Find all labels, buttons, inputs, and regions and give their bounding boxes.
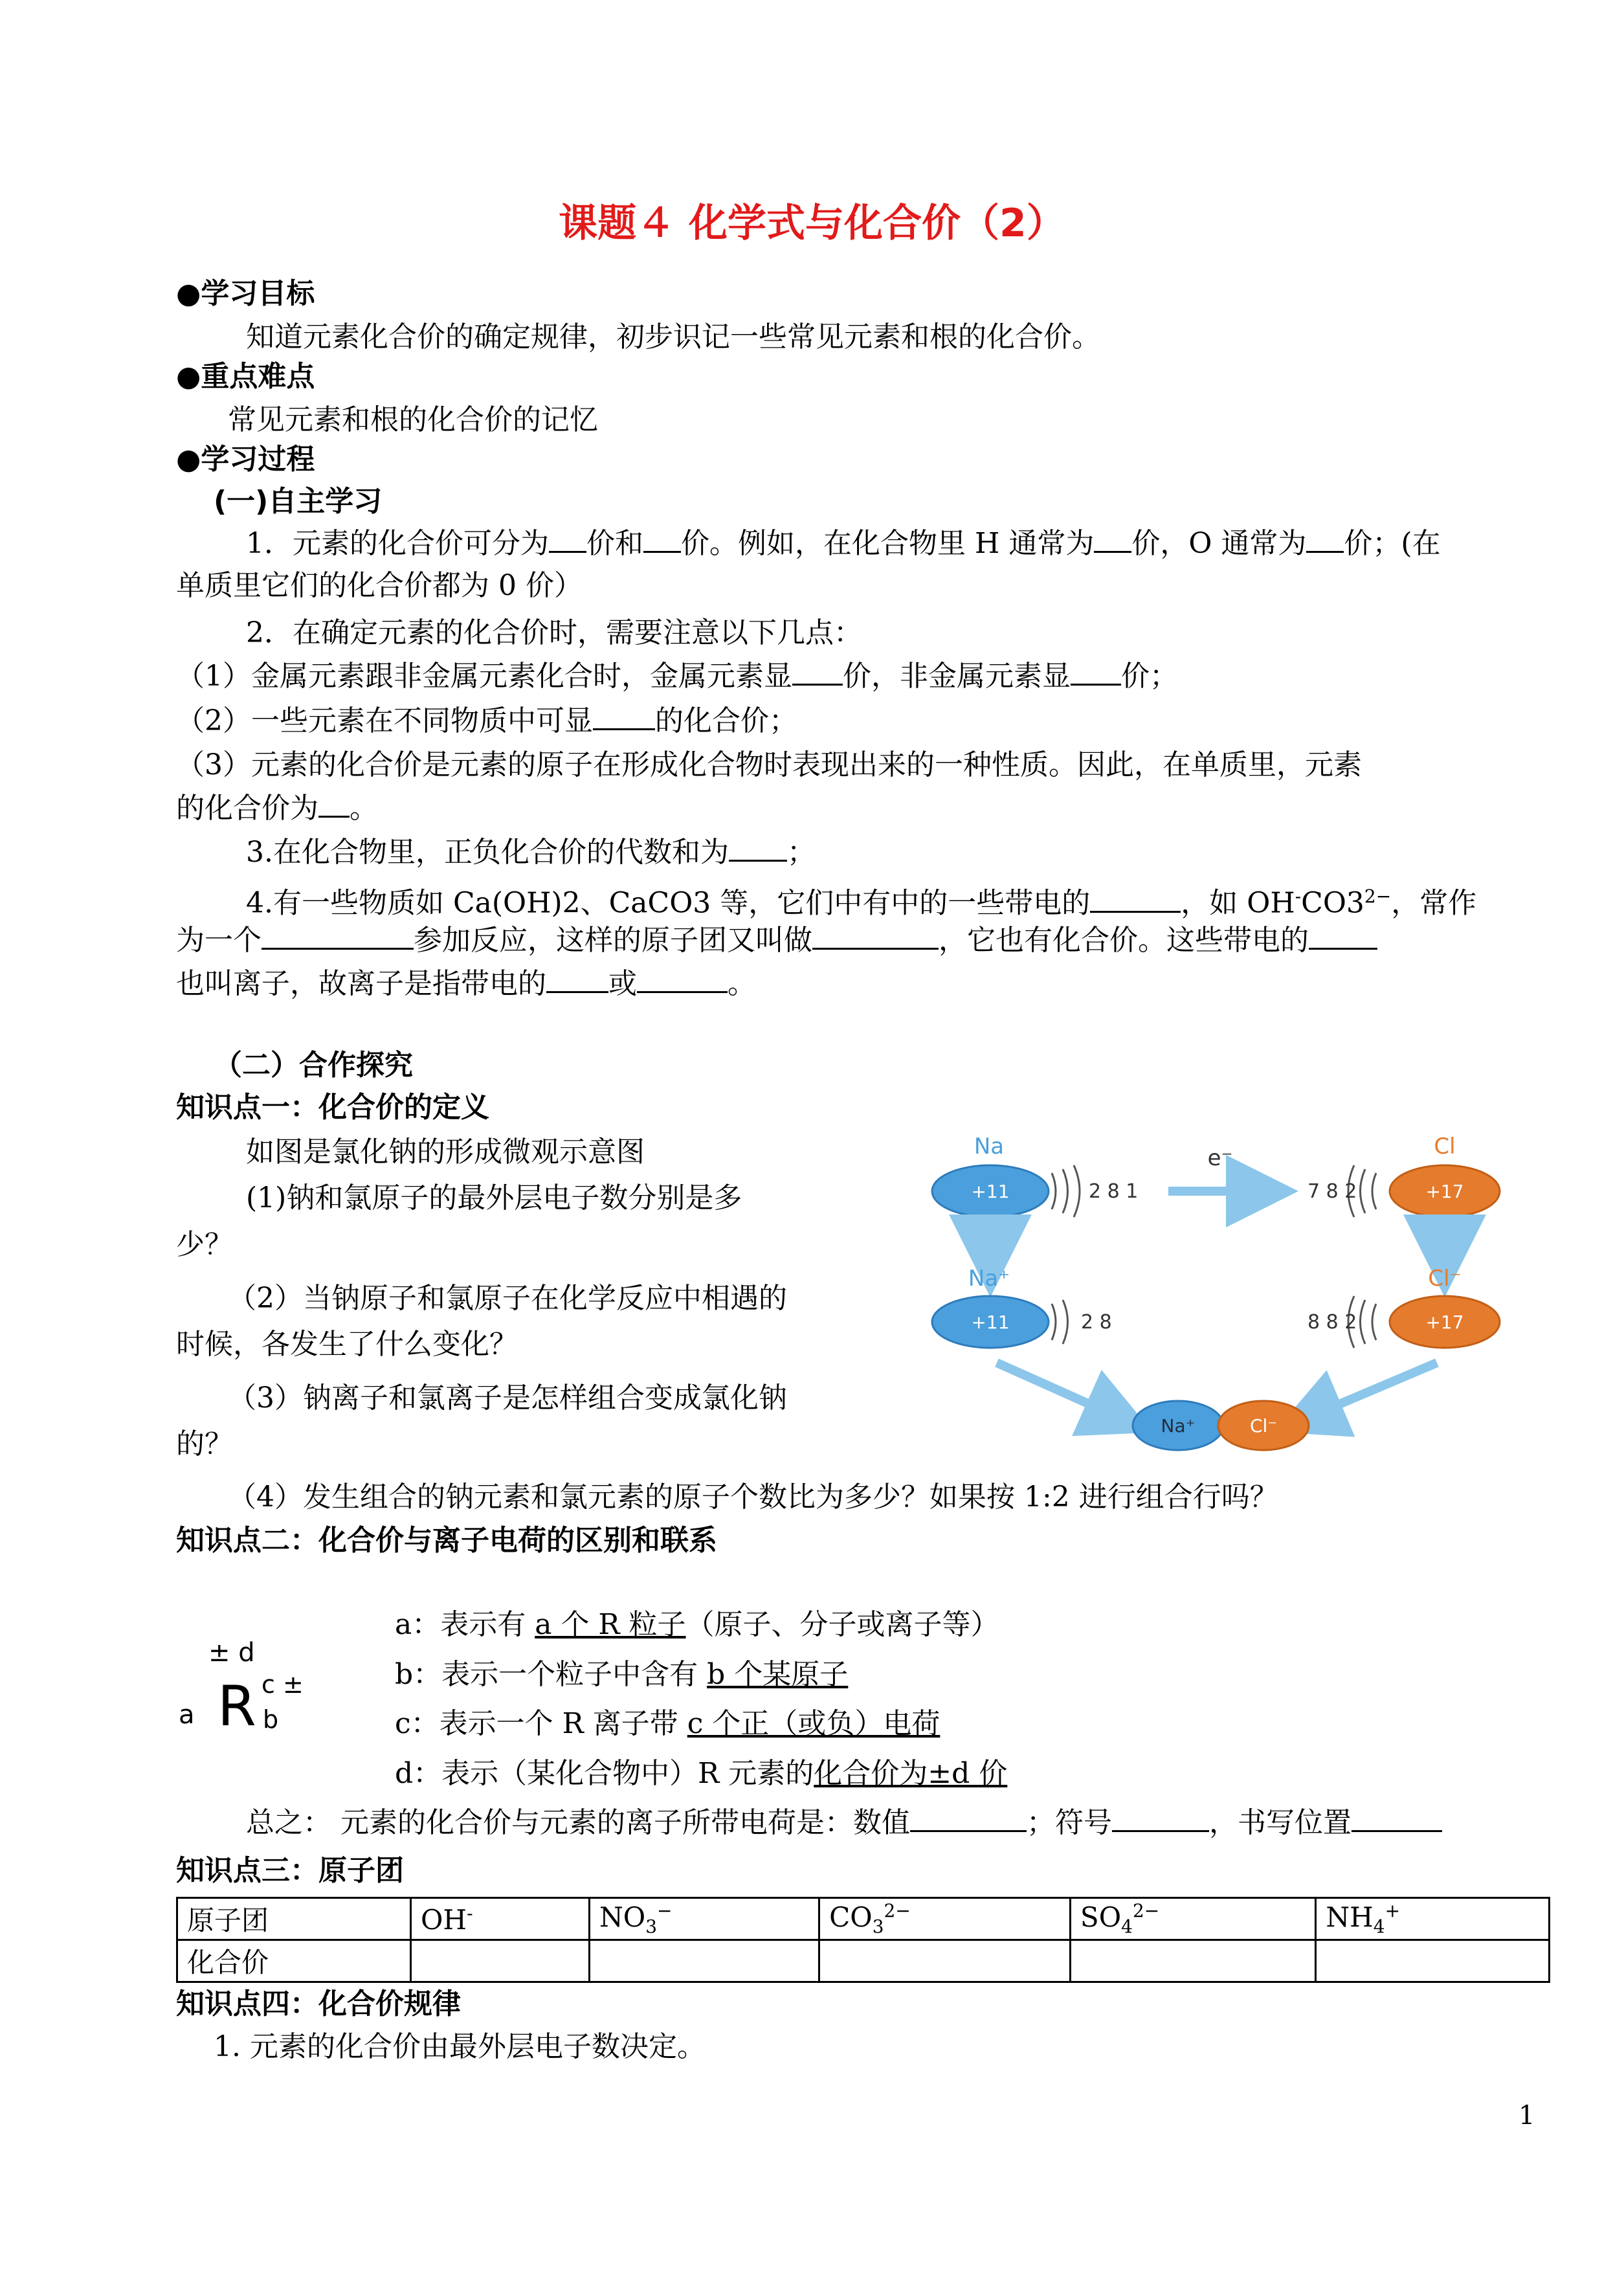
question-4-line3: 也叫离子，故离子是指带电的 或 。: [176, 965, 756, 1003]
cl-label: Cl: [1434, 1134, 1456, 1159]
question-2-item3-line2: 的化合价为 。: [176, 789, 378, 828]
knowledge-4-heading: 知识点四：化合价规律: [176, 1987, 461, 2020]
section-process-heading: ●学习过程: [176, 443, 315, 476]
section-goals-heading: ●学习目标: [176, 277, 315, 310]
cl-ion-shells: 8 8 2: [1307, 1311, 1357, 1334]
k1-q2-line2: 时候，各发生了什么变化？: [176, 1328, 518, 1361]
na-ion-core: +11: [971, 1312, 1010, 1333]
table-row: [177, 1940, 1550, 1982]
question-4-line1: 4.有一些物质如 Ca(OH)2、CaCO3 等，它们中有中的一些带电的 ，如 $OH^-CO3^{2-}$，常作: [246, 886, 1477, 920]
question-1-line1: 1．元素的化合价可分为 价和 价。例如，在化合物里 H 通常为 价，O 通常为 价；(在: [246, 524, 1441, 563]
table-cell[interactable]: [819, 1940, 1071, 1982]
symbol-c: c ±: [261, 1670, 304, 1699]
cl-ion-label: Cl⁻: [1428, 1266, 1462, 1292]
k1-q1-line2: 少？: [176, 1228, 233, 1261]
cl-combine-arrow: [1307, 1363, 1437, 1418]
summary-line: 总之： 元素的化合价与元素的离子所带电荷是：数值 ；符号 ，书写位置: [246, 1804, 1442, 1842]
symbol-a: a: [179, 1700, 195, 1730]
table-cell[interactable]: [1316, 1940, 1550, 1982]
cooperative-heading: （二）合作探究: [214, 1049, 413, 1082]
question-2-item2: （2）一些元素在不同物质中可显 的化合价；: [176, 702, 797, 741]
na-ion-shell-arcs: [1052, 1300, 1068, 1344]
table-cell: $SO_4^{2-}$: [1070, 1898, 1315, 1940]
page-title: 课题４ 化学式与化合价（2）: [559, 201, 1065, 246]
table-cell: $NH_4^+$: [1316, 1898, 1550, 1940]
explain-b: b：表示一个粒子中含有 b 个某原子: [395, 1658, 849, 1691]
question-2-item1: （1）金属元素跟非金属元素化合时，金属元素显 价，非金属元素显 价；: [176, 657, 1178, 696]
na-ion-label: Na⁺: [968, 1266, 1010, 1292]
symbol-d: ± d: [208, 1638, 255, 1668]
self-study-heading: (一)自主学习: [214, 485, 383, 518]
cl-shells: 7 8 2: [1307, 1180, 1357, 1203]
nacl-cl-label: Cl⁻: [1249, 1415, 1278, 1437]
question-1-line2: 单质里它们的化合价都为 0 价）: [176, 569, 583, 602]
table-cell: OH-: [411, 1898, 590, 1940]
table-cell: 原子团: [177, 1898, 411, 1940]
difficulty-text: 常见元素和根的化合价的记忆: [228, 403, 598, 436]
na-shells: 2 8 1: [1089, 1180, 1139, 1203]
table-cell[interactable]: [411, 1940, 590, 1982]
symbol-b: b: [263, 1705, 279, 1734]
k1-q4: （4）发生组合的钠元素和氯元素的原子个数比为多少？如果按 1:2 进行组合行吗？: [228, 1481, 1278, 1514]
question-2: 2．在确定元素的化合价时，需要注意以下几点：: [246, 616, 862, 649]
cl-core: +17: [1425, 1181, 1464, 1202]
na-shell-arcs: [1052, 1165, 1080, 1217]
page-number: 1: [1518, 2101, 1535, 2131]
k1-q3-line1: （3）钠离子和氯离子是怎样组合变成氯化钠: [228, 1381, 787, 1415]
k1-intro: 如图是氯化钠的形成微观示意图: [246, 1135, 645, 1169]
na-label: Na: [973, 1134, 1005, 1159]
table-cell: $CO_3^{2-}$: [819, 1898, 1071, 1940]
section-difficulty-heading: ●重点难点: [176, 360, 315, 393]
question-4-line2: 为一个 参加反应，这样的原子团又叫做 ，它也有化合价。这些带电的: [176, 921, 1377, 960]
table-cell[interactable]: [590, 1940, 819, 1982]
na-combine-arrow: [997, 1363, 1120, 1418]
table-row: [177, 1898, 1550, 1940]
knowledge-1-heading: 知识点一：化合价的定义: [176, 1091, 489, 1124]
symbol-R: R: [217, 1674, 256, 1739]
k1-q3-line2: 的？: [176, 1427, 233, 1460]
goals-text: 知道元素化合价的确定规律，初步识记一些常见元素和根的化合价。: [246, 320, 1100, 353]
knowledge-2-heading: 知识点二：化合价与离子电荷的区别和联系: [176, 1524, 717, 1557]
question-3: 3.在化合物里，正负化合价的代数和为 ；: [246, 833, 816, 872]
table-cell: $NO_3^-$: [590, 1898, 819, 1940]
explain-a: a：表示有 a 个 R 粒子（原子、分子或离子等）: [395, 1608, 999, 1641]
na-core: +11: [971, 1181, 1010, 1202]
nacl-na-label: Na⁺: [1161, 1415, 1196, 1437]
explain-c: c：表示一个 R 离子带 c 个正（或负）电荷: [395, 1707, 940, 1740]
cl-ion-core: +17: [1425, 1312, 1464, 1333]
explain-d: d：表示（某化合物中）R 元素的化合价为±d 价: [395, 1757, 1008, 1790]
electron-label: e⁻: [1207, 1145, 1233, 1171]
question-2-item3-line1: （3）元素的化合价是元素的原子在形成化合物时表现出来的一种性质。因此，在单质里，元素: [176, 748, 1362, 781]
knowledge-3-heading: 知识点三：原子团: [176, 1854, 404, 1887]
k1-q1-line1: (1)钠和氯原子的最外层电子数分别是多: [246, 1181, 742, 1214]
table-cell[interactable]: [1070, 1940, 1315, 1982]
k1-q2-line1: （2）当钠原子和氯原子在化学反应中相遇的: [228, 1282, 787, 1315]
nacl-formation-diagram: [919, 1126, 1541, 1463]
table-cell: 化合价: [177, 1940, 411, 1982]
radical-table: [176, 1897, 1550, 1983]
na-ion-shells: 2 8: [1081, 1311, 1112, 1334]
k4-item-1: 1. 元素的化合价由最外层电子数决定。: [214, 2030, 706, 2063]
symbol-notation: [176, 1638, 331, 1748]
